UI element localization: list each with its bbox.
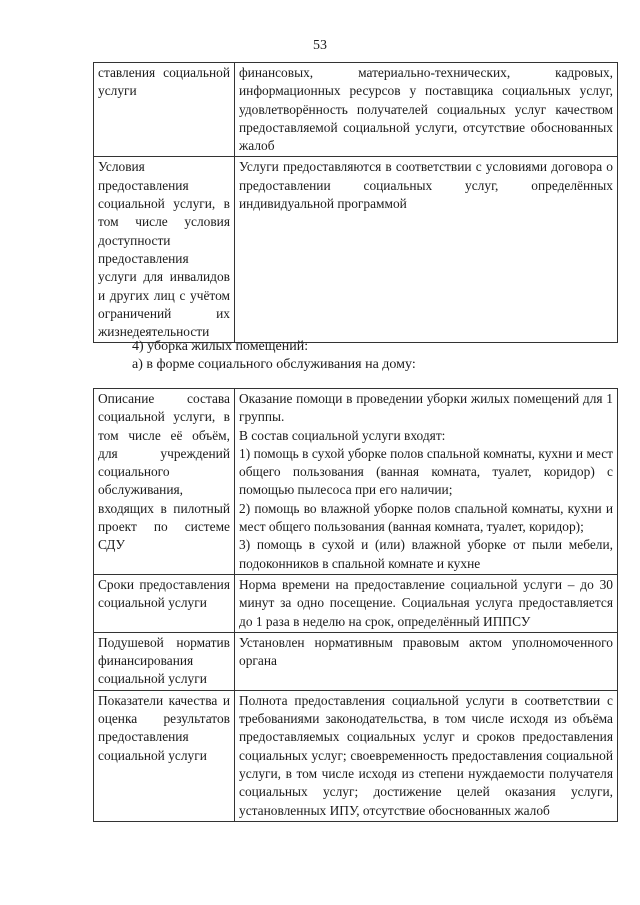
row-label: Подушевой норматив финансирования социальной услуги [94, 632, 235, 690]
row-label: Описание состава социальной услуги, в том числе её объём, для учреждений социального обслуживания, входящих в пилотный проект по системе СДУ [94, 389, 235, 575]
table-row [94, 574, 618, 632]
content-paragraph: 2) помощь во влажной уборке полов спальной комнаты, кухни и мест общего пользования (ванная комната, туалет, коридор); [239, 500, 613, 535]
content-paragraph: 1) помощь в сухой уборке полов спальной комнаты, кухни и мест общего пользования (ванная комната, туалет, коридор) с помощью пылесоса при его наличии; [239, 445, 613, 498]
content-paragraph: Установлен нормативным правовым актом уполномоченного органа [239, 634, 613, 669]
row-content [235, 389, 618, 575]
content-paragraph: Норма времени на предоставление социальной услуги – до 30 минут за одно посещение. Социальная услуга предоставляется до 1 раза в неделю на срок, определённый ИППСУ [239, 576, 613, 629]
service-table-cleaning [93, 388, 618, 822]
row-content [235, 574, 618, 632]
row-label: Условия предоставления социальной услуги, в том числе условия доступности предоставления услуги для инвалидов и других лиц с учётом ограничений их жизнедеятельности [94, 157, 235, 343]
row-content [235, 63, 618, 157]
content-paragraph: В состав социальной услуги входят: [239, 427, 446, 443]
row-label: Сроки предоставления социальной услуги [94, 574, 235, 632]
subsection-heading: а) в форме социального обслуживания на дому: [132, 357, 416, 372]
content-paragraph: финансовых, материально-технических, кадровых, информационных ресурсов у поставщика социальных услуг, удовлетворённость получателей социальных услуг качеством предоставляемой социальной услуги, отсутствие обоснованных жалоб [239, 65, 613, 154]
content-paragraph: Оказание помощи в проведении уборки жилых помещений для 1 группы. [239, 391, 613, 425]
row-label: Показатели качества и оценка результатов предоставления социальной услуги [94, 690, 235, 821]
table-row [94, 63, 618, 157]
section-heading: 4) уборка жилых помещений: [132, 339, 309, 354]
service-table-continued [93, 62, 618, 343]
row-content [235, 690, 618, 821]
table-row [94, 389, 618, 575]
page-number: 53 [313, 38, 327, 53]
row-label: ставления социальной услуги [94, 63, 235, 157]
content-paragraph: 3) помощь в сухой и (или) влажной уборке от пыли мебели, подоконников в спальной комнате и кухне [239, 537, 613, 571]
content-paragraph: Полнота предоставления социальной услуги в соответствии с требованиями законодательства, в том числе исходя из объёма предоставляемых социальных услуг и сроков предоставления социальных услуг; своевременность предоставления социальной услуги, в том числе исходя из степени нуждаемости получателя социальных услуг; достижение целей оказания услуги, установленных ИПУ, отсутствие обоснованных жалоб [239, 692, 613, 818]
row-content [235, 157, 618, 343]
table-row [94, 632, 618, 690]
row-content [235, 632, 618, 690]
content-paragraph: Услуги предоставляются в соответствии с условиями договора о предоставлении социальных услуг, определённых индивидуальной программой [239, 159, 613, 212]
table-row [94, 690, 618, 821]
table-row [94, 157, 618, 343]
